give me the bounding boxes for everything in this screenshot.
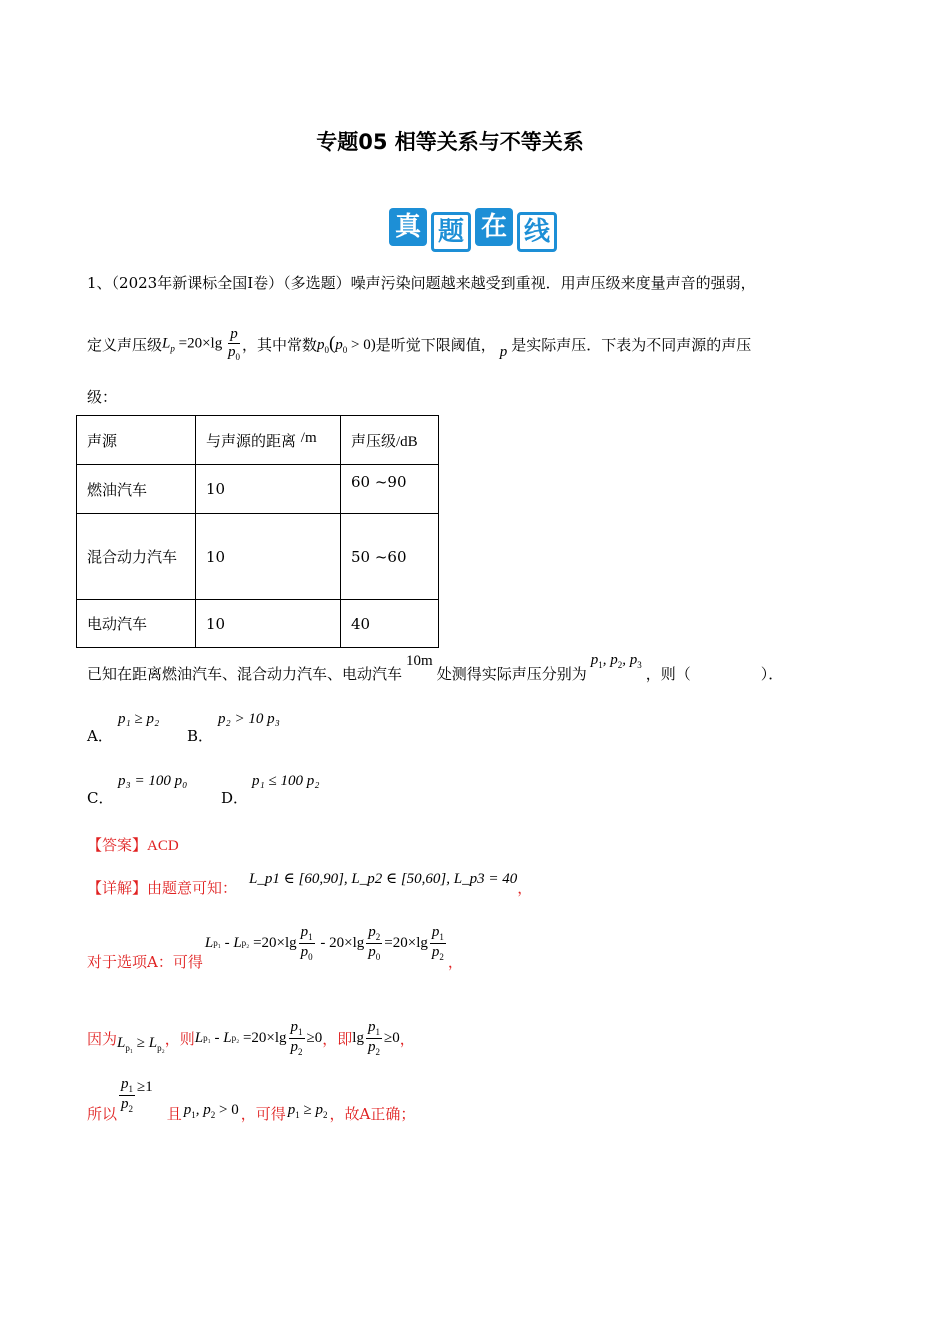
definition-suffix-2: 是实际声压．下表为不同声源的声压 [511, 335, 752, 354]
option-C-label: C． [87, 789, 114, 807]
table-header-row [77, 416, 439, 465]
answer-line [87, 834, 179, 855]
table-cell: 10 [196, 465, 341, 514]
condition-text-1: 已知在距离燃油汽车、混合动力汽车、电动汽车 [87, 665, 403, 683]
banner-char-2: 题 [431, 212, 471, 252]
table-header: 声源 [77, 416, 196, 465]
condition-text-2: 处测得实际声压分别为 [436, 665, 587, 683]
p-symbol: p [499, 343, 508, 360]
detail-line-2: 对于选项A：可得 L p₁ - L p₂ =20×lg $\frac{p_1}{p_0}$ - 20×lg $\frac{p_2}{p_0}$ =20×lg $\frac{p_1}{p_2}$ ， [87, 928, 463, 974]
detail-label: 【详解】 [87, 879, 148, 897]
sound-level-table [76, 415, 439, 648]
detail-text-4c: ，可得 [240, 1105, 286, 1123]
question-line-1 [87, 272, 756, 293]
formula-p0: $p_0(p_0 > 0)$ [316, 333, 376, 355]
table-row [77, 514, 439, 600]
table-cell: 50 ~60 [341, 514, 439, 600]
question-line-4 [87, 650, 783, 684]
option-D: p₁ ≤ 100 p₂ [252, 773, 320, 789]
detail-text-3b: ，则 [164, 1029, 195, 1048]
distance-value: 10m [406, 653, 433, 669]
section-banner [389, 206, 561, 256]
question-line-3: 级： [87, 388, 118, 406]
detail-math-3a: $L_{p_1} \ge L_{p_2}$ [117, 1035, 165, 1053]
table-cell: 40 [341, 600, 439, 648]
detail-text-3c: ，即 [322, 1029, 353, 1048]
option-C: p₃ = 100 p₀ [118, 773, 188, 789]
table-row [77, 600, 439, 648]
table-cell: 电动汽车 [77, 600, 196, 648]
detail-text-4a: 所以 [87, 1105, 118, 1123]
detail-text-1: 由题意可知： [147, 879, 238, 897]
option-A: p₁ ≥ p₂ [118, 711, 160, 727]
table-cell: 燃油汽车 [77, 465, 196, 514]
option-B: p₂ > 10 p₃ [218, 711, 280, 727]
option-D-label: D． [221, 789, 249, 807]
pressure-list: $p_1$, $p_2$, $p_3$ [590, 652, 642, 670]
definition-prefix: 定义声压级 [87, 335, 163, 354]
banner-char-4: 线 [517, 212, 557, 252]
formula-Lp: $L_p =20\times\lg$ $\frac{p}{p_0}$ [162, 325, 240, 362]
page-title: 专题05 相等关系与不等关系 [316, 130, 584, 154]
definition-middle: ，其中常数 [241, 335, 317, 354]
detail-line-4 [87, 1074, 415, 1124]
question-line-2 [87, 322, 751, 366]
question-number: 1、 [87, 274, 112, 292]
table-header: 与声源的距离 /m [196, 416, 341, 465]
detail-math-1: L_p1 ∈ [60,90], L_p2 ∈ [50,60], L_p3 = 40 [249, 871, 518, 887]
question-source: （2023年新课标全国Ⅰ卷）（多选题） [111, 274, 351, 292]
detail-line-3: 因为 $L_{p_1} \ge L_{p_2}$ ，则 L p₁ - L p₂ =20×lg $\frac{p_1}{p_2}$ ≥0 ，即 lg $\frac{p_1}{p_2}$ ≥0 ， [87, 1019, 415, 1057]
detail-text-4b: 且 [166, 1105, 182, 1123]
table-header: 声压级/dB [341, 416, 439, 465]
detail-math-2: L p₁ - L p₂ =20×lg $\frac{p_1}{p_0}$ - 20×lg $\frac{p_2}{p_0}$ =20×lg $\frac{p_1}{p_2}$ [204, 924, 444, 962]
detail-text-4d: ，故A正确； [329, 1105, 416, 1123]
table-cell: 10 [196, 600, 341, 648]
detail-math-3b: L p₁ - L p₂ =20×lg $\frac{p_1}{p_2}$ ≥0 [194, 1019, 323, 1057]
table-row [77, 465, 439, 514]
table-cell: 混合动力汽车 [77, 514, 196, 600]
table-cell: 10 [196, 514, 341, 600]
definition-suffix-1: 是听觉下限阈值， [375, 335, 496, 354]
table-cell: 60 ~90 [341, 465, 439, 514]
detail-math-4b: $p_1$, $p_2 > 0$ [183, 1102, 239, 1120]
answer-label: 【答案】 [87, 836, 148, 854]
option-A-label: A． [87, 727, 113, 745]
answer-value: ACD [147, 838, 179, 854]
condition-text-3: ，则（ [645, 665, 691, 683]
condition-text-4: ）． [760, 665, 784, 683]
detail-text-2: 对于选项A：可得 [87, 953, 203, 971]
detail-text-3a: 因为 [87, 1029, 118, 1048]
detail-math-4c: $p_1 \ge p_2$ [287, 1102, 328, 1120]
banner-char-1: 真 [389, 208, 427, 246]
detail-math-4a: $\frac{p_1}{p_2}$ ≥1 [121, 1076, 153, 1114]
question-intro: 噪声污染问题越来越受到重视．用声压级来度量声音的强弱， [350, 274, 756, 292]
option-B-label: B． [187, 727, 214, 745]
detail-line-1: 【详解】 由题意可知： L_p1 ∈ [60,90], L_p2 ∈ [50,60], L_p3 = 40 ， [87, 871, 533, 897]
detail-math-3c: lg $\frac{p_1}{p_2}$ ≥0 [352, 1019, 400, 1057]
banner-char-3: 在 [475, 208, 513, 246]
